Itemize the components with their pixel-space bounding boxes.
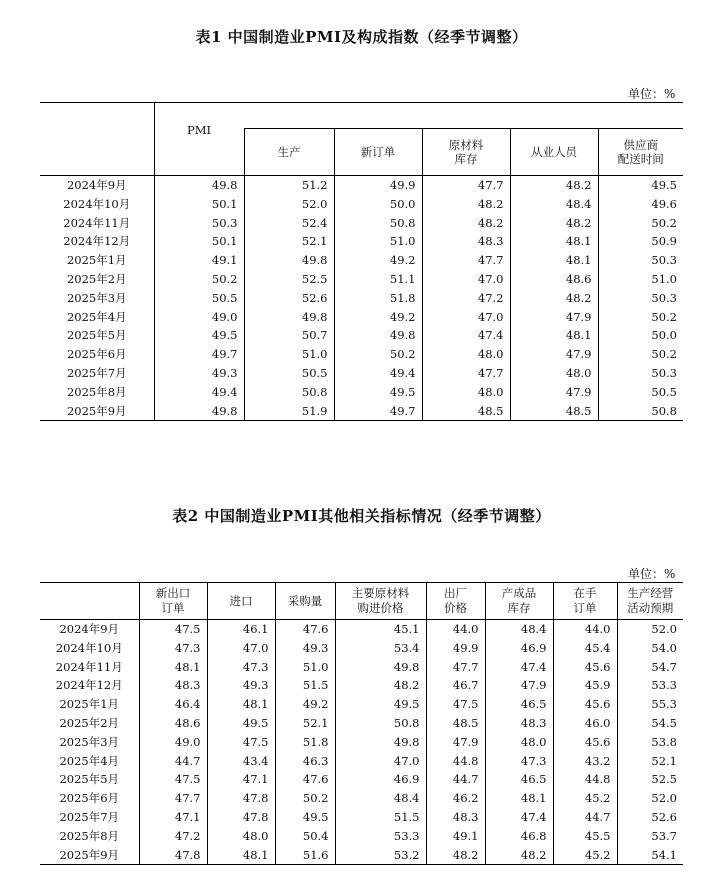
table2-cell: 47.3 <box>207 658 275 677</box>
table1-row-label: 2024年10月 <box>63 196 131 211</box>
table1-cell: 50.8 <box>244 383 334 402</box>
table1-cell: 50.7 <box>244 326 334 345</box>
table2-cell: 46.5 <box>485 770 553 789</box>
table1-cell: 48.3 <box>422 232 510 251</box>
table2-row <box>40 808 683 827</box>
table1-cell: 49.1 <box>154 251 244 270</box>
table1-row <box>40 232 683 251</box>
table1-row <box>40 214 683 233</box>
table2-unit: 单位：% <box>628 567 676 581</box>
table2-cell: 47.8 <box>207 789 275 808</box>
table1-cell: 50.5 <box>244 364 334 383</box>
table2-cell: 44.0 <box>553 620 617 639</box>
table2-cell: 44.8 <box>553 770 617 789</box>
table2-cell: 43.4 <box>207 752 275 771</box>
table2-row <box>40 658 683 677</box>
table1-cell: 48.0 <box>422 345 510 364</box>
table2-cell: 46.9 <box>335 770 426 789</box>
table1-header-line1: 从业人员 <box>531 144 577 159</box>
table1-row <box>40 402 683 421</box>
table1-header-line2: 库存 <box>454 151 478 166</box>
table1-cell: 50.2 <box>598 308 683 327</box>
table1-cell: 50.2 <box>334 345 422 364</box>
table2-cell: 46.9 <box>485 639 553 658</box>
table1-cell: 50.0 <box>598 326 683 345</box>
table2-cell: 49.3 <box>275 639 335 658</box>
table2-cell: 48.1 <box>139 658 207 677</box>
table2-row <box>40 714 683 733</box>
table1-row-label: 2025年4月 <box>66 309 127 324</box>
table1-cell: 48.6 <box>510 270 598 289</box>
table1-cell: 50.3 <box>598 364 683 383</box>
table2-row <box>40 770 683 789</box>
table1-cell: 51.0 <box>598 270 683 289</box>
table2-cell: 46.5 <box>485 695 553 714</box>
table2-header-line2: 价格 <box>444 601 467 615</box>
table2-title: 表2 中国制造业PMI其他相关指标情况（经季节调整） <box>172 507 551 525</box>
table2-cell: 45.5 <box>553 827 617 846</box>
table1-cell: 49.9 <box>334 176 422 195</box>
table1-cell: 49.7 <box>154 345 244 364</box>
table2-cell: 46.0 <box>553 714 617 733</box>
table1-header-line1: 新订单 <box>360 144 396 159</box>
table2-cell: 51.8 <box>275 733 335 752</box>
table2-cell: 48.2 <box>485 846 553 865</box>
table2-cell: 49.5 <box>275 808 335 827</box>
table2-cell: 49.5 <box>335 695 426 714</box>
table1-cell: 48.1 <box>510 232 598 251</box>
table1-row <box>40 251 683 270</box>
table1-row <box>40 270 683 289</box>
table1-cell: 48.2 <box>510 289 598 308</box>
table2-cell: 51.6 <box>275 846 335 865</box>
table2-cell: 49.8 <box>335 658 426 677</box>
table2-cell: 47.6 <box>275 770 335 789</box>
table1-cell: 47.7 <box>422 176 510 195</box>
table2-cell: 46.8 <box>485 827 553 846</box>
table1-cell: 51.9 <box>244 402 334 421</box>
table2 <box>40 582 683 865</box>
table2-header-line1: 新出口 <box>155 586 191 600</box>
table2-cell: 53.3 <box>617 676 683 695</box>
table1-row <box>40 383 683 402</box>
table1-cell: 48.2 <box>510 176 598 195</box>
table2-cell: 45.6 <box>553 658 617 677</box>
table2-header-line2: 活动预期 <box>627 601 674 615</box>
table1-header-line1: 原材料 <box>448 137 484 152</box>
table2-cell: 47.1 <box>207 770 275 789</box>
table1-cell: 49.8 <box>244 308 334 327</box>
table1-cell: 49.8 <box>334 326 422 345</box>
table1-row-label: 2025年7月 <box>66 365 127 380</box>
table2-row <box>40 620 683 639</box>
table1-cell: 50.0 <box>334 195 422 214</box>
table1-cell: 49.4 <box>154 383 244 402</box>
table2-cell: 49.1 <box>426 827 485 846</box>
table1-cell: 48.2 <box>422 195 510 214</box>
table1-cell: 49.4 <box>334 364 422 383</box>
table2-header-line1: 进口 <box>229 593 253 608</box>
table1-cell: 52.4 <box>244 214 334 233</box>
table2-cell: 51.5 <box>275 676 335 695</box>
table1-cell: 47.4 <box>422 326 510 345</box>
table1-cell: 49.8 <box>154 402 244 421</box>
table2-cell: 52.6 <box>617 808 683 827</box>
table2-row <box>40 752 683 771</box>
table1-cell: 47.7 <box>422 251 510 270</box>
table2-row-label: 2025年2月 <box>59 715 120 730</box>
table2-cell: 48.1 <box>485 789 553 808</box>
table1-row <box>40 289 683 308</box>
table1-cell: 48.1 <box>510 251 598 270</box>
table2-row-label: 2025年6月 <box>59 791 120 806</box>
table2-cell: 47.7 <box>426 658 485 677</box>
table1-row-label: 2024年9月 <box>66 178 127 192</box>
table2-cell: 48.2 <box>335 676 426 695</box>
table1-row-label: 2025年8月 <box>66 384 127 399</box>
table2-cell: 47.5 <box>426 695 485 714</box>
table1-cell: 47.7 <box>422 364 510 383</box>
table2-cell: 48.4 <box>335 789 426 808</box>
table1-cell: 49.5 <box>154 326 244 345</box>
table2-cell: 45.6 <box>553 695 617 714</box>
table1-cell: 51.8 <box>334 289 422 308</box>
table1-cell: 50.1 <box>154 195 244 214</box>
table2-cell: 47.7 <box>139 789 207 808</box>
table2-cell: 48.0 <box>207 827 275 846</box>
table1-cell: 49.8 <box>244 251 334 270</box>
table2-row-label: 2025年7月 <box>59 809 120 824</box>
table1-cell: 47.9 <box>510 308 598 327</box>
table1-header-2 <box>422 128 510 175</box>
table2-header-line1: 采购量 <box>287 593 323 608</box>
table2-cell: 45.2 <box>553 789 617 808</box>
table2-cell: 48.2 <box>426 846 485 865</box>
table1 <box>40 102 683 421</box>
table2-row-label: 2024年12月 <box>55 678 123 693</box>
table2-cell: 47.5 <box>139 770 207 789</box>
table2-cell: 53.3 <box>335 827 426 846</box>
table2-cell: 49.5 <box>207 714 275 733</box>
table2-row-label: 2025年9月 <box>59 847 120 862</box>
table2-cell: 54.5 <box>617 714 683 733</box>
table2-cell: 46.7 <box>426 676 485 695</box>
table2-row <box>40 846 683 865</box>
table2-header-6 <box>553 583 617 620</box>
table1-header-spacer <box>244 103 683 129</box>
table1-header-1 <box>334 128 422 175</box>
table2-row <box>40 695 683 714</box>
table2-header-line2: 订单 <box>573 601 597 615</box>
table2-cell: 46.4 <box>139 695 207 714</box>
table2-cell: 52.1 <box>275 714 335 733</box>
table1-unit: 单位：% <box>628 87 676 101</box>
table1-corner <box>40 103 154 176</box>
table2-cell: 50.4 <box>275 827 335 846</box>
table1-row <box>40 326 683 345</box>
table2-header-line1: 产成品 <box>501 586 537 600</box>
table1-row-label: 2024年11月 <box>63 215 131 230</box>
table2-cell: 47.6 <box>275 620 335 639</box>
table2-cell: 51.0 <box>275 658 335 677</box>
table2-cell: 48.0 <box>485 733 553 752</box>
table2-cell: 53.7 <box>617 827 683 846</box>
table1-row <box>40 364 683 383</box>
table2-cell: 48.5 <box>426 714 485 733</box>
table2-header-line1: 生产经营 <box>627 586 674 600</box>
table1-header-pmi: PMI <box>154 103 244 176</box>
table2-cell: 45.1 <box>335 620 426 639</box>
table1-header-0 <box>244 128 334 175</box>
table2-cell: 47.0 <box>335 752 426 771</box>
table2-header-line2: 购进价格 <box>357 601 404 615</box>
table2-cell: 44.8 <box>426 752 485 771</box>
table1-cell: 50.8 <box>598 402 683 421</box>
table1-cell: 51.0 <box>244 345 334 364</box>
table2-cell: 45.9 <box>553 676 617 695</box>
table2-row-label: 2024年10月 <box>55 640 123 655</box>
table2-cell: 52.5 <box>617 770 683 789</box>
table2-cell: 51.5 <box>335 808 426 827</box>
table1-header-line1: 生产 <box>277 144 301 159</box>
table2-cell: 48.1 <box>207 695 275 714</box>
table2-cell: 46.3 <box>275 752 335 771</box>
table1-cell: 49.8 <box>154 176 244 195</box>
table2-cell: 47.5 <box>207 733 275 752</box>
table1-cell: 52.0 <box>244 195 334 214</box>
table1-cell: 48.1 <box>510 326 598 345</box>
table2-cell: 53.8 <box>617 733 683 752</box>
table1-cell: 47.9 <box>510 345 598 364</box>
table1-row-label: 2024年12月 <box>63 234 131 249</box>
table1-row <box>40 308 683 327</box>
table2-cell: 54.1 <box>617 846 683 865</box>
table1-cell: 49.0 <box>154 308 244 327</box>
table2-row-label: 2025年8月 <box>59 828 120 843</box>
table1-cell: 52.5 <box>244 270 334 289</box>
table1-row-label: 2025年3月 <box>66 290 127 305</box>
table1-cell: 50.3 <box>154 214 244 233</box>
table2-header-line2: 订单 <box>161 601 185 615</box>
table1-cell: 50.3 <box>598 251 683 270</box>
table2-cell: 47.4 <box>485 808 553 827</box>
table2-cell: 55.3 <box>617 695 683 714</box>
table2-cell: 48.6 <box>139 714 207 733</box>
table2-cell: 47.8 <box>139 846 207 865</box>
table1-header-4 <box>598 128 683 175</box>
table2-header-line1: 主要原材料 <box>351 586 410 600</box>
table2-cell: 47.2 <box>139 827 207 846</box>
table1-cell: 49.6 <box>598 195 683 214</box>
table2-cell: 45.2 <box>553 846 617 865</box>
table2-row-label: 2025年1月 <box>59 697 120 712</box>
table1-row-label: 2025年6月 <box>66 347 127 362</box>
table2-cell: 50.8 <box>335 714 426 733</box>
table2-cell: 53.2 <box>335 846 426 865</box>
table2-cell: 54.0 <box>617 639 683 658</box>
table1-cell: 47.0 <box>422 270 510 289</box>
table2-header-line2: 库存 <box>507 601 531 615</box>
table2-cell: 49.2 <box>275 695 335 714</box>
table1-cell: 49.7 <box>334 402 422 421</box>
table2-header-line1: 在手 <box>573 586 597 600</box>
table2-cell: 49.3 <box>207 676 275 695</box>
table1-title: 表1 中国制造业PMI及构成指数（经季节调整） <box>195 28 528 46</box>
table1-cell: 50.2 <box>598 214 683 233</box>
table1-cell: 48.4 <box>510 195 598 214</box>
table1-cell: 52.1 <box>244 232 334 251</box>
table2-cell: 45.4 <box>553 639 617 658</box>
table1-row-label: 2025年1月 <box>66 253 127 268</box>
table2-cell: 48.3 <box>485 714 553 733</box>
table2-cell: 47.3 <box>485 752 553 771</box>
table1-cell: 48.5 <box>422 402 510 421</box>
table2-cell: 49.0 <box>139 733 207 752</box>
table2-row <box>40 827 683 846</box>
table2-cell: 47.0 <box>207 639 275 658</box>
table2-cell: 44.7 <box>139 752 207 771</box>
table2-cell: 48.4 <box>485 620 553 639</box>
table2-cell: 44.7 <box>553 808 617 827</box>
table1-cell: 51.0 <box>334 232 422 251</box>
table1-cell: 50.1 <box>154 232 244 251</box>
table2-header-0 <box>139 583 207 620</box>
table2-row-label: 2025年4月 <box>59 753 120 768</box>
table2-cell: 49.8 <box>335 733 426 752</box>
table2-cell: 52.0 <box>617 789 683 808</box>
table1-row <box>40 195 683 214</box>
table1-cell: 51.2 <box>244 176 334 195</box>
table1-cell: 50.5 <box>154 289 244 308</box>
table1-cell: 50.2 <box>598 345 683 364</box>
table2-header-1 <box>207 583 275 620</box>
table2-row-label: 2024年9月 <box>59 622 120 636</box>
table1-row <box>40 176 683 195</box>
table2-row-label: 2024年11月 <box>55 659 123 674</box>
table1-cell: 49.2 <box>334 251 422 270</box>
table2-header-7 <box>617 583 683 620</box>
table2-row-label: 2025年5月 <box>59 772 120 787</box>
table1-cell: 50.8 <box>334 214 422 233</box>
table2-cell: 53.4 <box>335 639 426 658</box>
table1-row <box>40 345 683 364</box>
table2-row-label: 2025年3月 <box>59 734 120 749</box>
table2-cell: 44.7 <box>426 770 485 789</box>
table1-cell: 48.2 <box>422 214 510 233</box>
table2-cell: 48.3 <box>139 676 207 695</box>
table2-cell: 47.5 <box>139 620 207 639</box>
table1-cell: 50.5 <box>598 383 683 402</box>
table2-cell: 48.3 <box>426 808 485 827</box>
table1-row-label: 2025年9月 <box>66 403 127 418</box>
table2-row <box>40 676 683 695</box>
table1-row-label: 2025年5月 <box>66 328 127 343</box>
table1-row-label: 2025年2月 <box>66 271 127 286</box>
table2-header-4 <box>426 583 485 620</box>
table1-cell: 49.3 <box>154 364 244 383</box>
table2-cell: 47.9 <box>426 733 485 752</box>
table1-cell: 51.1 <box>334 270 422 289</box>
table2-cell: 46.2 <box>426 789 485 808</box>
table1-cell: 47.0 <box>422 308 510 327</box>
table2-header-5 <box>485 583 553 620</box>
table1-cell: 50.2 <box>154 270 244 289</box>
table2-cell: 49.9 <box>426 639 485 658</box>
table2-cell: 43.2 <box>553 752 617 771</box>
table1-cell: 47.9 <box>510 383 598 402</box>
table2-row <box>40 639 683 658</box>
table2-row <box>40 733 683 752</box>
table2-header-2 <box>275 583 335 620</box>
table1-cell: 49.2 <box>334 308 422 327</box>
table2-corner <box>40 583 139 620</box>
table2-cell: 44.0 <box>426 620 485 639</box>
table1-cell: 48.0 <box>510 364 598 383</box>
table2-row <box>40 789 683 808</box>
table1-cell: 50.3 <box>598 289 683 308</box>
table1-cell: 50.9 <box>598 232 683 251</box>
table1-cell: 49.5 <box>334 383 422 402</box>
table2-cell: 47.4 <box>485 658 553 677</box>
table2-cell: 47.8 <box>207 808 275 827</box>
table1-cell: 52.6 <box>244 289 334 308</box>
table1-cell: 48.0 <box>422 383 510 402</box>
table1-cell: 49.5 <box>598 176 683 195</box>
table2-cell: 54.7 <box>617 658 683 677</box>
table2-cell: 52.0 <box>617 620 683 639</box>
table2-header-3 <box>335 583 426 620</box>
table2-cell: 50.2 <box>275 789 335 808</box>
table2-cell: 47.1 <box>139 808 207 827</box>
table1-cell: 48.5 <box>510 402 598 421</box>
table1-cell: 47.2 <box>422 289 510 308</box>
table2-cell: 52.1 <box>617 752 683 771</box>
table2-cell: 47.9 <box>485 676 553 695</box>
table1-cell: 48.2 <box>510 214 598 233</box>
table2-cell: 45.6 <box>553 733 617 752</box>
table1-header-line1: 供应商 <box>623 137 658 152</box>
table2-header-line1: 出厂 <box>444 586 467 600</box>
table2-cell: 46.1 <box>207 620 275 639</box>
table1-header-line2: 配送时间 <box>617 151 664 166</box>
table2-cell: 47.3 <box>139 639 207 658</box>
table2-cell: 48.1 <box>207 846 275 865</box>
table1-header-3 <box>510 128 598 175</box>
